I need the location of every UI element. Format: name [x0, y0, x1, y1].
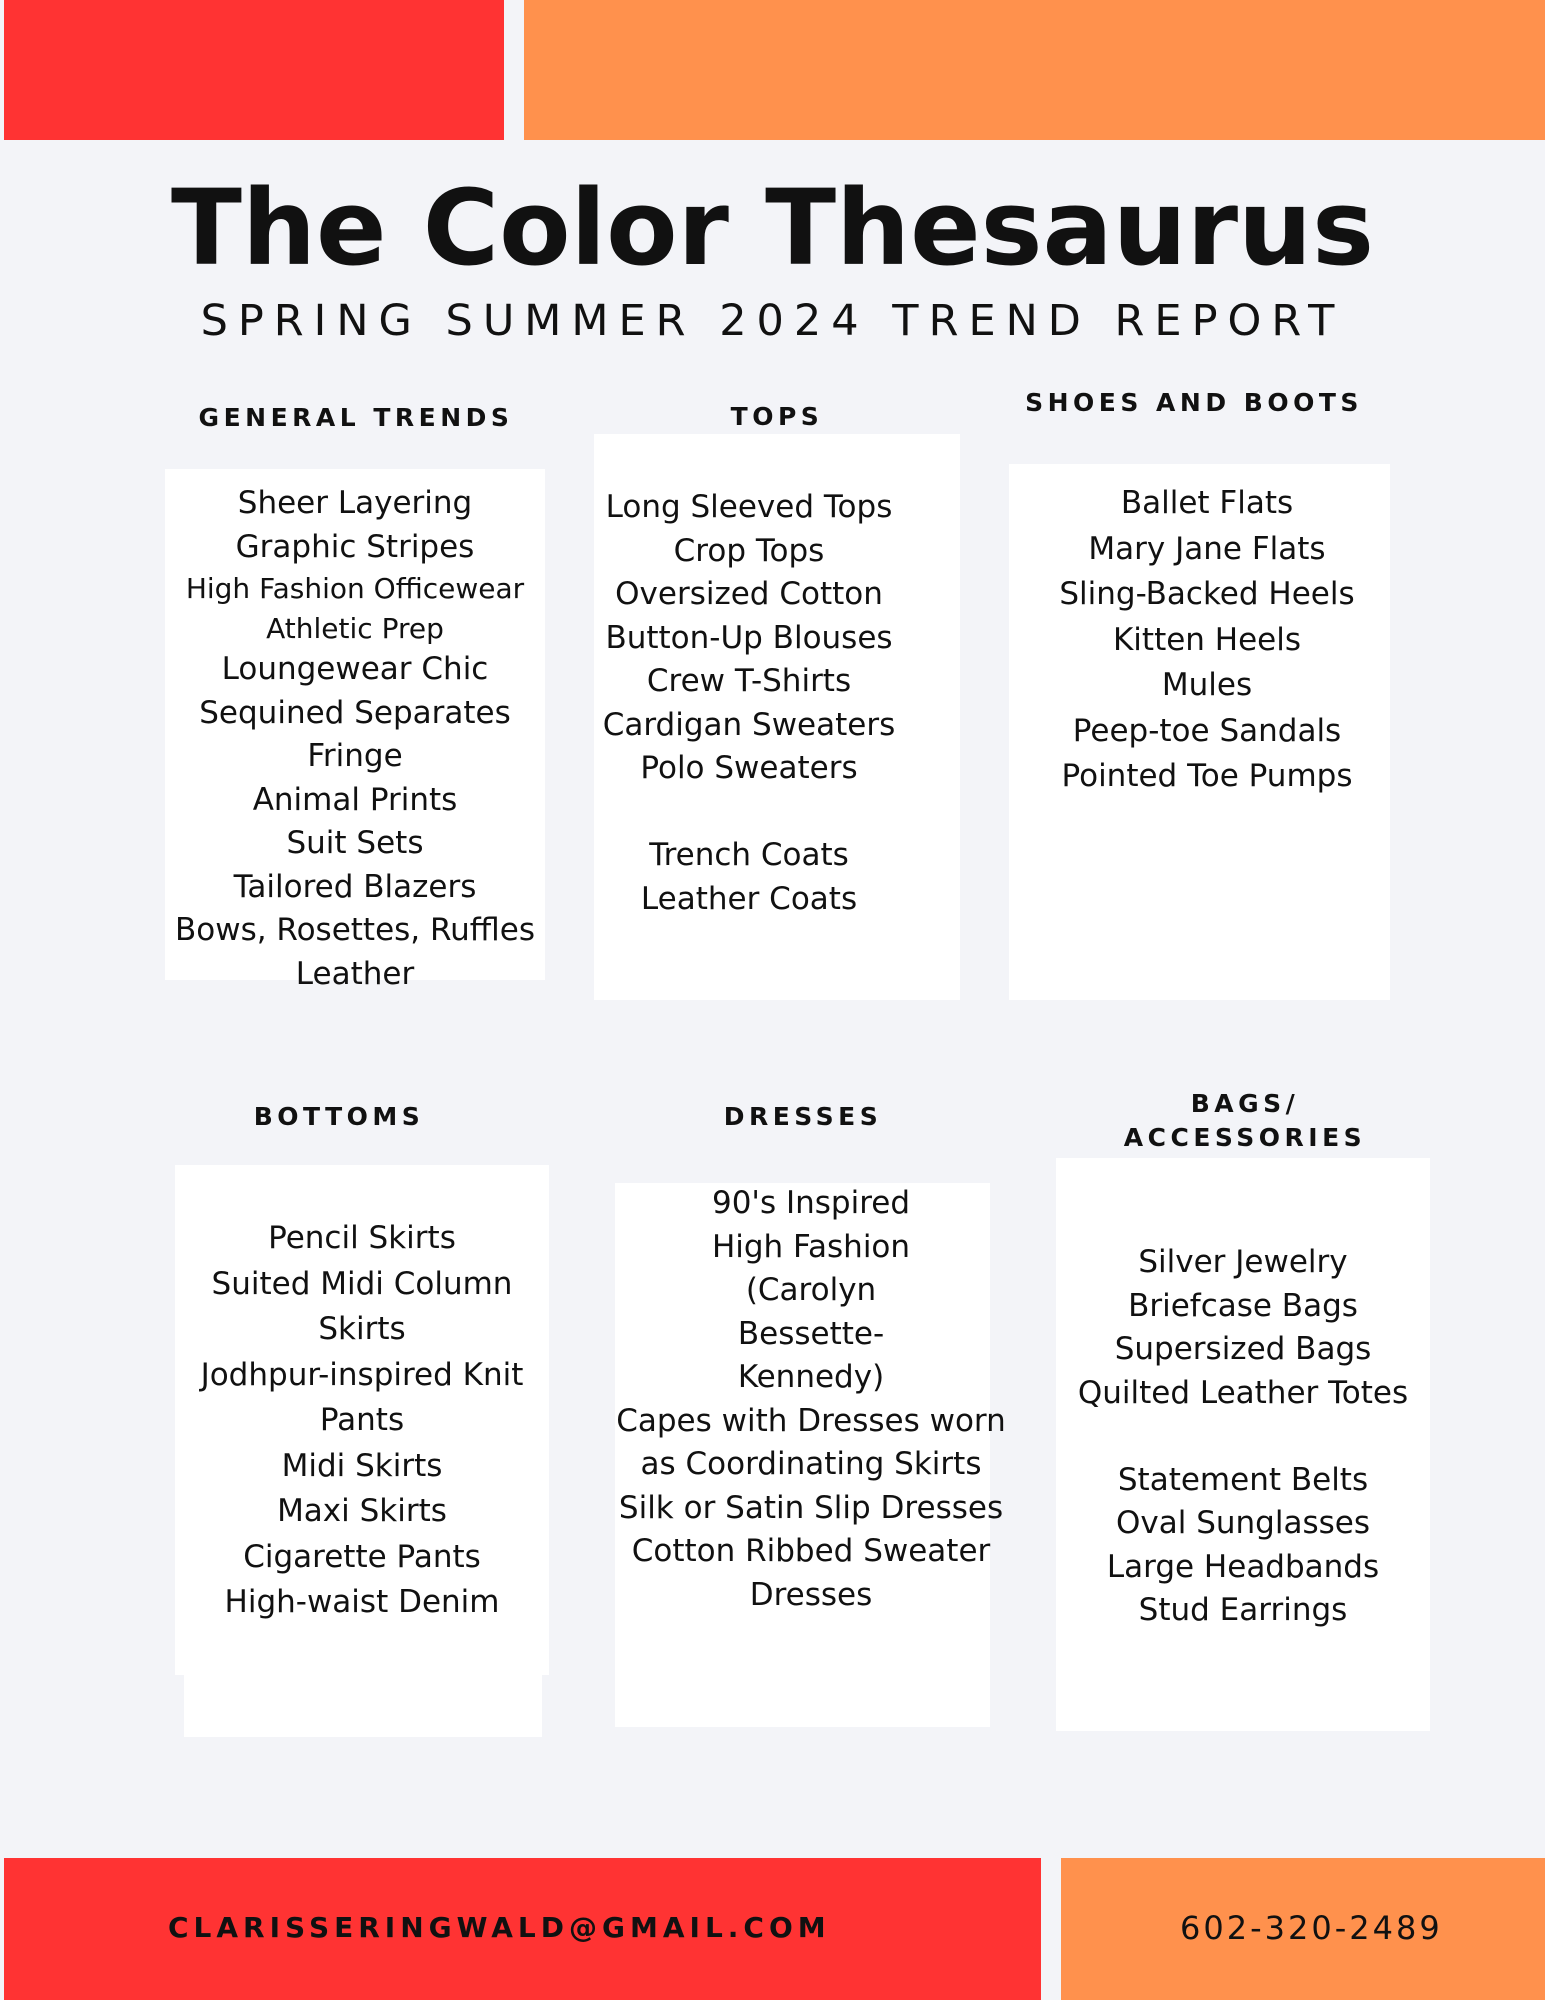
list-dresses: [615, 1182, 1007, 1617]
list-item: Cigarette Pants: [243, 1538, 481, 1575]
list-item: Silk or Satin Slip Dresses: [618, 1489, 1004, 1526]
list-item: Long Sleeved Tops: [605, 489, 893, 525]
list-item: Bows, Rosettes, Ruffles: [174, 912, 535, 948]
list-spacer: [594, 791, 904, 835]
heading-bags-accessories: [1060, 1087, 1430, 1155]
list-item: Sling-Backed Heels: [1059, 576, 1355, 612]
list-item: Polo Sweaters: [640, 750, 858, 786]
list-item: Large Headbands: [1106, 1548, 1380, 1585]
list-item: Pointed Toe Pumps: [1061, 758, 1353, 794]
heading-line: BAGS/: [1190, 1089, 1300, 1118]
list-general-trends: [165, 482, 545, 996]
list-item: Sequined Separates: [199, 694, 511, 731]
top-right-orange-bar: [524, 0, 1545, 140]
list-item: Statement Belts: [1117, 1461, 1369, 1498]
list-shoes-and-boots: [1009, 481, 1405, 800]
list-item: Leather: [295, 955, 415, 992]
list-item: High-waist Denim: [224, 1584, 500, 1620]
list-item: Peep-toe Sandals: [1072, 712, 1342, 749]
list-item: Briefcase Bags: [1128, 1287, 1358, 1324]
list-item: (Carolyn Bessette-Kennedy): [737, 1272, 885, 1395]
list-item: Cardigan Sweaters: [602, 706, 896, 743]
list-item: Suit Sets: [286, 825, 424, 861]
list-item: Kitten Heels: [1112, 621, 1302, 658]
heading-bottoms: BOTTOMS: [253, 1102, 425, 1131]
list-item: High Fashion Officewear: [185, 572, 525, 605]
heading-tops: TOPS: [730, 402, 824, 431]
list-item: Capes with Dresses worn as Coordinating Skirts: [616, 1402, 1006, 1482]
list-item: Cotton Ribbed Sweater Dresses: [631, 1533, 991, 1613]
list-item: Leather Coats: [640, 880, 858, 917]
list-item: Suited Midi Column Skirts: [211, 1265, 513, 1347]
heading-dresses: DRESSES: [723, 1102, 883, 1131]
list-item: Tailored Blazers: [233, 868, 477, 905]
list-item: Jodhpur-inspired Knit Pants: [200, 1356, 524, 1438]
list-item: Mules: [1161, 667, 1253, 703]
list-item: Sheer Layering: [237, 485, 473, 521]
footer-phone[interactable]: 602-320-2489: [1180, 1909, 1443, 1947]
list-item: Supersized Bags: [1114, 1331, 1372, 1367]
list-item: Button-Up Blouses: [605, 619, 893, 656]
list-item: Stud Earrings: [1138, 1592, 1348, 1628]
list-tops: [594, 486, 904, 921]
list-item: Maxi Skirts: [277, 1493, 447, 1529]
list-item: Crew T-Shirts: [646, 663, 852, 699]
page-title: The Color Thesaurus: [171, 167, 1374, 289]
heading-shoes-and-boots: SHOES AND BOOTS: [1025, 388, 1363, 417]
list-item: Fringe: [307, 738, 403, 774]
top-left-red-bar: [4, 0, 504, 140]
list-item: Oval Sunglasses: [1116, 1505, 1370, 1541]
list-item: Mary Jane Flats: [1088, 530, 1326, 567]
list-spacer: [1056, 1415, 1430, 1459]
list-item: Oversized Cotton: [615, 576, 883, 612]
page-subtitle: SPRING SUMMER 2024 TREND REPORT: [200, 296, 1345, 346]
list-bags-accessories: [1056, 1241, 1430, 1633]
list-item: Graphic Stripes: [235, 528, 475, 565]
footer-email[interactable]: CLARISSERINGWALD@GMAIL.COM: [168, 1911, 831, 1944]
list-bottoms: [175, 1216, 549, 1626]
list-item: Ballet Flats: [1120, 485, 1294, 521]
heading-general-trends: GENERAL TRENDS: [198, 403, 514, 432]
list-item: Pencil Skirts: [268, 1220, 456, 1256]
list-item: Midi Skirts: [281, 1447, 443, 1484]
list-item: Quilted Leather Totes: [1077, 1374, 1409, 1411]
list-item: Animal Prints: [252, 781, 458, 818]
list-item: Loungewear Chic: [221, 651, 489, 687]
list-item: 90's Inspired High Fashion: [711, 1185, 911, 1265]
card-bottoms-tab: [184, 1670, 542, 1737]
list-item: Athletic Prep: [266, 611, 444, 645]
list-item: Crop Tops: [673, 532, 825, 569]
heading-line: ACCESSORIES: [1123, 1123, 1367, 1152]
list-item: Trench Coats: [649, 837, 849, 873]
list-item: Silver Jewelry: [1138, 1244, 1348, 1280]
